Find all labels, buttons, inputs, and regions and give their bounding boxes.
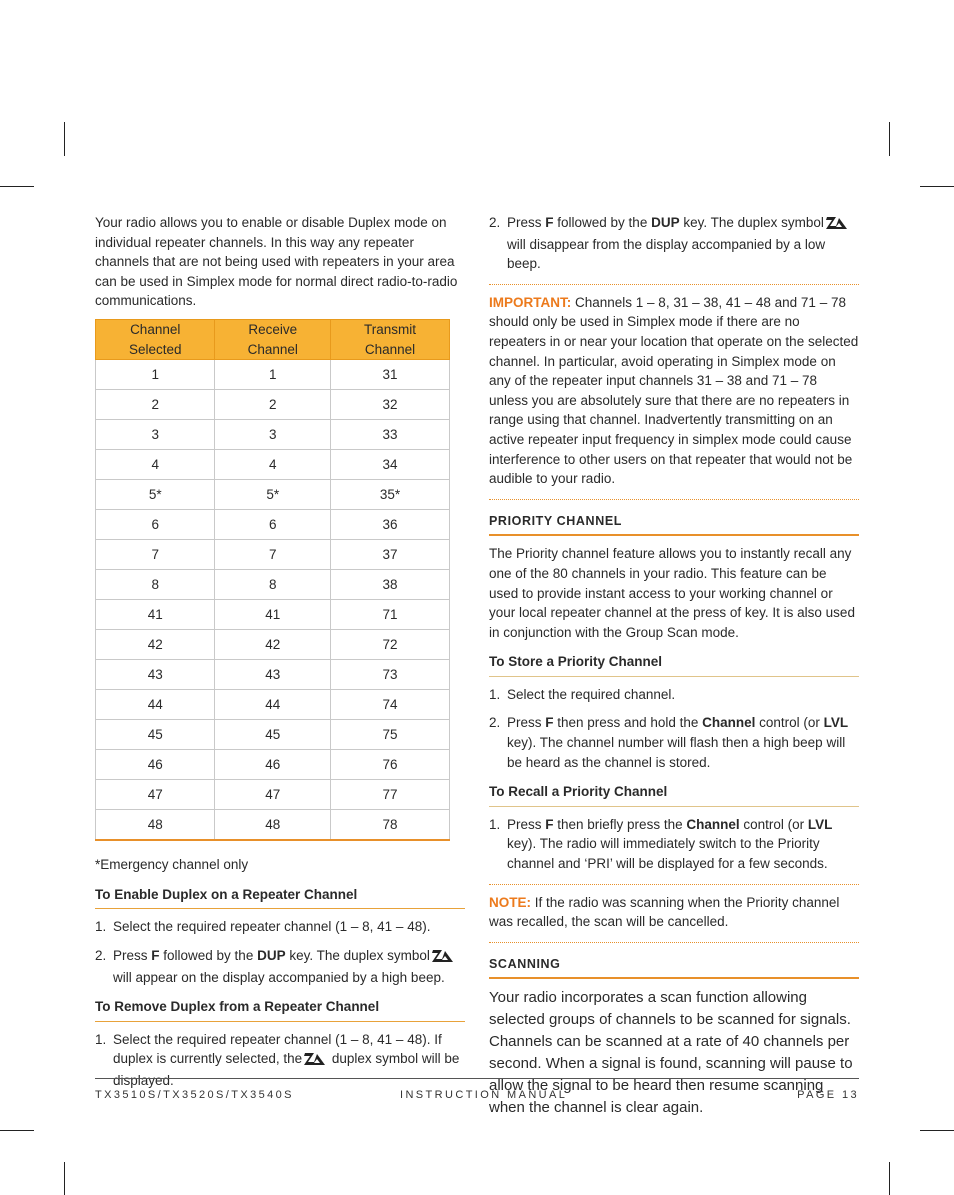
table-cell: 3	[215, 420, 331, 450]
footer-model: TX3510S/TX3520S/TX3540S	[95, 1089, 294, 1101]
table-cell: 43	[215, 660, 331, 690]
list-item: 2. Press F followed by the DUP key. The duplex symbol will appear on the display accompanied by a high beep.	[95, 946, 465, 987]
table-cell: 47	[215, 780, 331, 810]
table-cell: 6	[96, 510, 215, 540]
crop-mark	[920, 1130, 954, 1131]
crop-mark	[64, 1162, 65, 1195]
important-note: IMPORTANT: Channels 1 – 8, 31 – 38, 41 – 48 and 71 – 78 should only be used in Simplex mode if there are no repeaters in or near your location that operate on the selected channel. In particular, avoid operating in Simplex mode on any of the repeater input channels 31 – 38 and 71 – 78 unless you are absolutely sure that there are no repeaters in range using that channel. Inadvertently transmitting on an active repeater input frequency in simplex mode could cause interference to other users on that repeater that would not be audible to your radio.	[489, 294, 859, 487]
dotted-divider	[489, 499, 859, 500]
list-item: 1. Press F then briefly press the Channel control (or LVL key). The radio will immediately switch to the Priority channel and ‘PRI’ will be displayed for a few seconds.	[489, 816, 833, 872]
list-item: 1. Select the required repeater channel (1 – 8, 41 – 48).	[95, 919, 431, 935]
list-item: 1. Select the required repeater channel (1 – 8, 41 – 48). If duplex is currently selected, the duplex symbol will be displayed.	[95, 1031, 460, 1088]
list-item: 2. Press F followed by the DUP key. The duplex symbol will disappear from the display accompanied by a low beep.	[489, 213, 859, 274]
table-row	[96, 420, 450, 450]
table-row	[96, 600, 450, 630]
table-cell: 2	[96, 390, 215, 420]
table-cell: 46	[96, 750, 215, 780]
crop-mark	[0, 1130, 34, 1131]
table-cell: 41	[215, 600, 331, 630]
table-row	[96, 510, 450, 540]
list-item: 1. Select the required channel.	[489, 686, 676, 702]
table-cell: 73	[331, 660, 450, 690]
intro-paragraph: Your radio allows you to enable or disable Duplex mode on individual repeater channels. In this way any repeater channels that are not being used with repeaters in your area can be used in Simplex mode for normal direct radio-to-radio communications.	[95, 215, 458, 309]
note-paragraph: NOTE: If the radio was scanning when the Priority channel was recalled, the scan will be cancelled.	[489, 894, 840, 930]
table-row	[96, 780, 450, 810]
col-header-transmit-channel: Transmit Channel	[331, 319, 450, 359]
channel-table	[95, 319, 450, 841]
dotted-divider	[489, 942, 859, 943]
footer-manual-title: INSTRUCTION MANUAL	[400, 1089, 568, 1101]
right-column	[489, 213, 859, 1119]
duplex-symbol-icon	[304, 1051, 326, 1071]
table-cell: 44	[215, 690, 331, 720]
table-cell: 33	[331, 420, 450, 450]
table-row	[96, 570, 450, 600]
table-cell: 8	[215, 570, 331, 600]
table-cell: 71	[331, 600, 450, 630]
priority-channel-heading: PRIORITY CHANNEL	[489, 512, 859, 537]
table-cell: 2	[215, 390, 331, 420]
table-cell: 42	[96, 630, 215, 660]
table-row	[96, 690, 450, 720]
table-cell: 45	[96, 720, 215, 750]
crop-mark	[64, 122, 65, 156]
table-cell: 45	[215, 720, 331, 750]
table-cell: 38	[331, 570, 450, 600]
dotted-divider	[489, 884, 859, 885]
table-cell: 7	[96, 540, 215, 570]
table-row	[96, 660, 450, 690]
table-cell: 43	[96, 660, 215, 690]
table-cell: 8	[96, 570, 215, 600]
table-cell: 36	[331, 510, 450, 540]
table-cell: 77	[331, 780, 450, 810]
table-cell: 46	[215, 750, 331, 780]
table-row	[96, 630, 450, 660]
table-cell: 1	[96, 360, 215, 390]
recall-priority-heading: To Recall a Priority Channel	[489, 782, 859, 807]
left-column	[95, 213, 465, 1100]
table-row	[96, 540, 450, 570]
table-cell: 4	[96, 450, 215, 480]
table-cell: 48	[215, 810, 331, 841]
emergency-note: *Emergency channel only	[95, 857, 249, 873]
table-cell: 48	[96, 810, 215, 841]
table-cell: 47	[96, 780, 215, 810]
table-cell: 5*	[96, 480, 215, 510]
scanning-paragraph: Your radio incorporates a scan function allowing selected groups of channels to be scanned for signals. Channels can be scanned at a rate of 40 channels per second. When a signal is found, scanning will pause to allow the signal to be heard then resume scanning when the channel is clear again.	[489, 989, 853, 1117]
scanning-heading: SCANNING	[489, 955, 859, 980]
crop-mark	[889, 1162, 890, 1195]
footer-page-number: PAGE 13	[797, 1089, 859, 1101]
store-priority-heading: To Store a Priority Channel	[489, 652, 859, 677]
table-row	[96, 480, 450, 510]
remove-duplex-steps	[95, 1030, 465, 1091]
table-row	[96, 360, 450, 390]
table-cell: 34	[331, 450, 450, 480]
table-row	[96, 810, 450, 841]
table-cell: 44	[96, 690, 215, 720]
table-cell: 37	[331, 540, 450, 570]
table-cell: 35*	[331, 480, 450, 510]
col-header-channel-selected: Channel Selected	[96, 319, 215, 359]
table-cell: 6	[215, 510, 331, 540]
recall-priority-steps	[489, 815, 859, 874]
enable-duplex-steps	[95, 917, 465, 987]
priority-paragraph: The Priority channel feature allows you to instantly recall any one of the 80 channels in your radio. This feature can be used to provide instant access to your working channel or your local repeater channel at the press of key. It is also used in conjunction with the Group Scan mode.	[489, 546, 855, 640]
table-cell: 3	[96, 420, 215, 450]
table-cell: 32	[331, 390, 450, 420]
crop-mark	[889, 122, 890, 156]
table-cell: 75	[331, 720, 450, 750]
duplex-symbol-icon	[826, 215, 848, 235]
crop-mark	[920, 186, 954, 187]
table-cell: 76	[331, 750, 450, 780]
table-cell: 78	[331, 810, 450, 841]
crop-mark	[0, 186, 34, 187]
remove-duplex-heading: To Remove Duplex from a Repeater Channel	[95, 997, 465, 1022]
table-cell: 1	[215, 360, 331, 390]
store-priority-steps	[489, 685, 859, 772]
table-cell: 42	[215, 630, 331, 660]
table-body	[96, 360, 450, 841]
table-cell: 5*	[215, 480, 331, 510]
table-cell: 72	[331, 630, 450, 660]
table-row	[96, 450, 450, 480]
table-header-row	[96, 319, 450, 359]
table-cell: 4	[215, 450, 331, 480]
table-row	[96, 750, 450, 780]
table-cell: 31	[331, 360, 450, 390]
enable-duplex-heading: To Enable Duplex on a Repeater Channel	[95, 885, 465, 910]
dotted-divider	[489, 284, 859, 285]
table-cell: 41	[96, 600, 215, 630]
enable-duplex-steps-continued	[489, 213, 859, 274]
table-row	[96, 720, 450, 750]
col-header-receive-channel: Receive Channel	[215, 319, 331, 359]
table-row	[96, 390, 450, 420]
list-item: 2. Press F then press and hold the Channel control (or LVL key). The channel number will flash then a high beep will be heard as the channel is stored.	[489, 715, 849, 770]
page-footer	[95, 1078, 859, 1101]
duplex-symbol-icon	[432, 948, 454, 968]
table-cell: 7	[215, 540, 331, 570]
table-cell: 74	[331, 690, 450, 720]
